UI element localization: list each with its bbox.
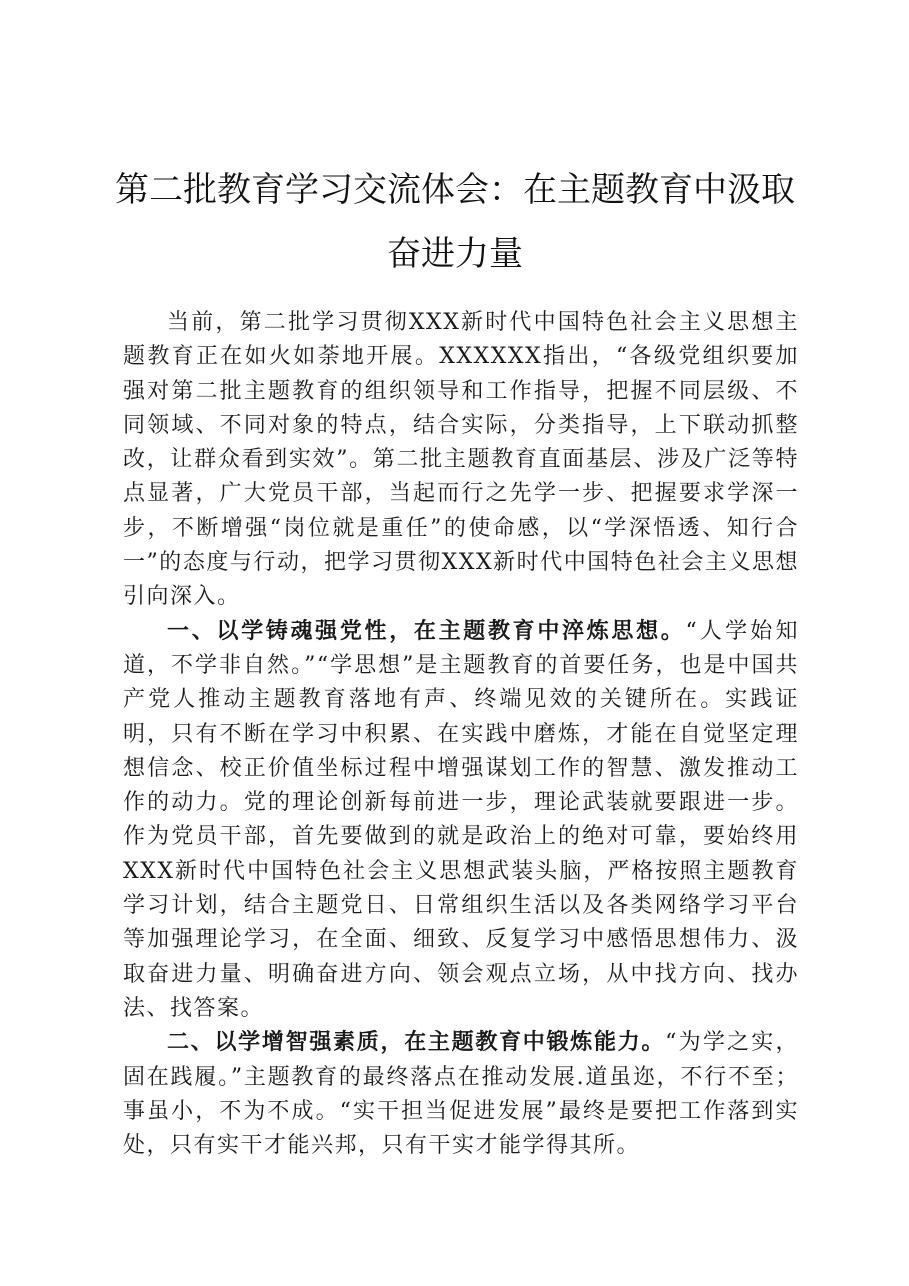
paragraph-section-one [123, 615, 799, 1027]
paragraph-text: “人学始知道，不学非自然。”“学思想”是主题教育的首要任务，也是中国共产党人推动主题教育落地有声、终端见效的关键所在。实践证明，只有不断在学习中积累、在实践中磨炼，才能在自觉坚定理想信念、校正价值坐标过程中增强谋划工作的智慧、激发推动工作的动力。党的理论创新每前进一步，理论武装就要跟进一步。作为党员干部，首先要做到的就是政治上的绝对可靠，要始终用XXX新时代中国特色社会主义思想武装头脑，严格按照主题教育学习计划，结合主题党日、日常组织生活以及各类网络学习平台等加强理论学习，在全面、细致、反复学习中感悟思想伟力、汲取奋进力量、明确奋进方向、领会观点立场，从中找方向、找办法、找答案。 [123, 618, 799, 1021]
section-heading: 二、以学增智强素质，在主题教育中锻炼能力。 [167, 1030, 666, 1056]
paragraph-intro [123, 306, 799, 615]
document-body [123, 306, 799, 1163]
paragraph-text: “为学之实，固在践履。”主题教育的最终落点在推动发展.道虽迩，不行不至；事虽小，不为不成。“实干担当促进发展”最终是要把工作落到实处，只有实干才能兴邦，只有干实才能学得其所。 [123, 1030, 799, 1159]
paragraph-section-two [123, 1026, 799, 1163]
document-title: 第二批教育学习交流体会：在主题教育中汲取奋进力量 [115, 170, 795, 274]
paragraph-text: 当前，第二批学习贯彻XXX新时代中国特色社会主义思想主题教育正在如火如荼地开展。XXXXXX指出，“各级党组织要加强对第二批主题教育的组织领导和工作指导，把握不同层级、不同领域、不同对象的特点，结合实际，分类指导，上下联动抓整改，让群众看到实效”。第二批主题教育直面基层、涉及广泛等特点显著，广大党员干部，当起而行之先学一步、把握要求学深一步，不断增强“岗位就是重任”的使命感，以“学深悟透、知行合一”的态度与行动，把学习贯彻XXX新时代中国特色社会主义思想引向深入。 [123, 310, 799, 610]
section-heading: 一、以学铸魂强党性，在主题教育中淬炼思想。 [167, 618, 686, 644]
